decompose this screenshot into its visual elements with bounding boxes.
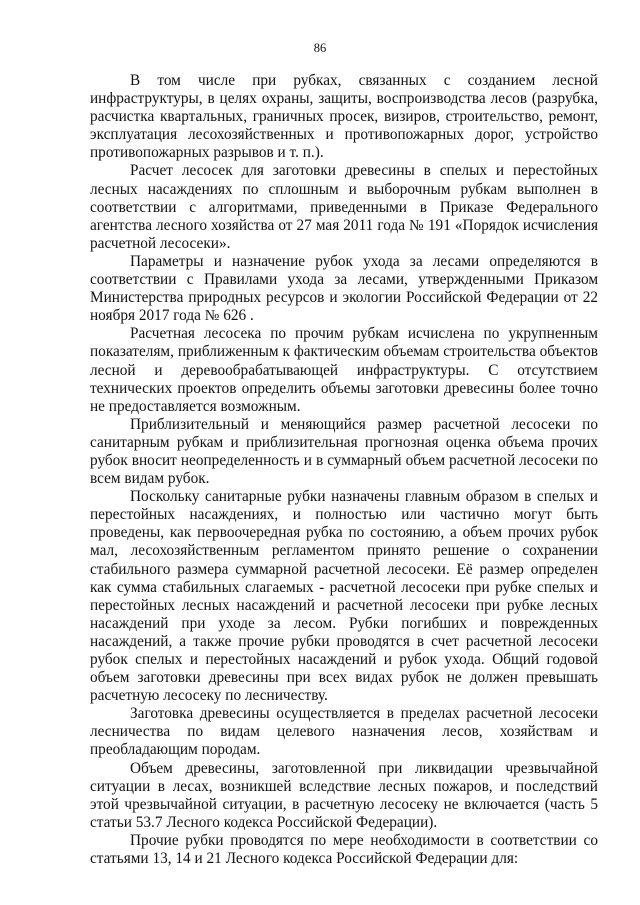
paragraph-9: Прочие рубки проводятся по мере необходимости в соответствии со статьями 13, 14 и 21 Лесного кодекса Российской Федерации для: (90, 831, 598, 868)
paragraph-3: Параметры и назначение рубок ухода за лесами определяются в соответствии с Правилами ухода за лесами, утвержденными Приказом Министерства природных ресурсов и экологии Российской Федерации от 22 ноября 2017 года № 626 . (90, 252, 598, 325)
paragraph-1: В том числе при рубках, связанных с созданием лесной инфраструктуры, в целях охраны, защиты, воспроизводства лесов (разрубка, расчистка квартальных, граничных просек, визиров, строительство, ремонт, эксплуатация лесохозяйственных и противопожарных дорог, устройство противопожарных разрывов и т. п.). (90, 72, 598, 162)
body-text (90, 72, 598, 868)
paragraph-4: Расчетная лесосека по прочим рубкам исчислена по укрупненным показателям, приближенным к фактическим объемам строительства объектов лесной и деревообрабатывающей инфраструктуры. С отсутствием технических проектов определить объемы заготовки древесины более точно не предоставляется возможным. (90, 325, 598, 415)
paragraph-2: Расчет лесосек для заготовки древесины в спелых и перестойных лесных насаждениях по сплошным и выборочным рубкам выполнен в соответствии с алгоритмами, приведенными в Приказе Федерального агентства лесного хозяйства от 27 мая 2011 года № 191 «Порядок исчисления расчетной лесосеки». (90, 162, 598, 252)
paragraph-6: Поскольку санитарные рубки назначены главным образом в спелых и перестойных насаждениях, и полностью или частично могут быть проведены, как первоочередная рубка по состоянию, а объем прочих рубок мал, лесохозяйственным регламентом принято решение о сохранении стабильного размера суммарной расчетной лесосеки. Её размер определен как сумма стабильных слагаемых - расчетной лесосеки при рубке спелых и перестойных лесных насаждений и расчетной лесосеки при рубке лесных насаждений при уходе за лесом. Рубки погибших и поврежденных насаждений, а также прочие рубки проводятся в счет расчетной лесосеки рубок спелых и перестойных насаждений и рубок ухода. Общий годовой объем заготовки древесины при всех видах рубок не должен превышать расчетную лесосеку по лесничеству. (90, 488, 598, 705)
paragraph-8: Объем древесины, заготовленной при ликвидации чрезвычайной ситуации в лесах, возникшей вследствие лесных пожаров, и последствий этой чрезвычайной ситуации, в расчетную лесосеку не включается (часть 5 статьи 53.7 Лесного кодекса Российской Федерации). (90, 759, 598, 831)
page-number: 86 (313, 41, 327, 55)
paragraph-5: Приблизительный и меняющийся размер расчетной лесосеки по санитарным рубкам и приблизительная прогнозная оценка объема прочих рубок вносит неопределенность и в суммарный объем расчетной лесосеки по всем видам рубок. (90, 415, 598, 488)
paragraph-7: Заготовка древесины осуществляется в пределах расчетной лесосеки лесничества по видам целевого назначения лесов, хозяйствам и преобладающим породам. (90, 705, 598, 759)
